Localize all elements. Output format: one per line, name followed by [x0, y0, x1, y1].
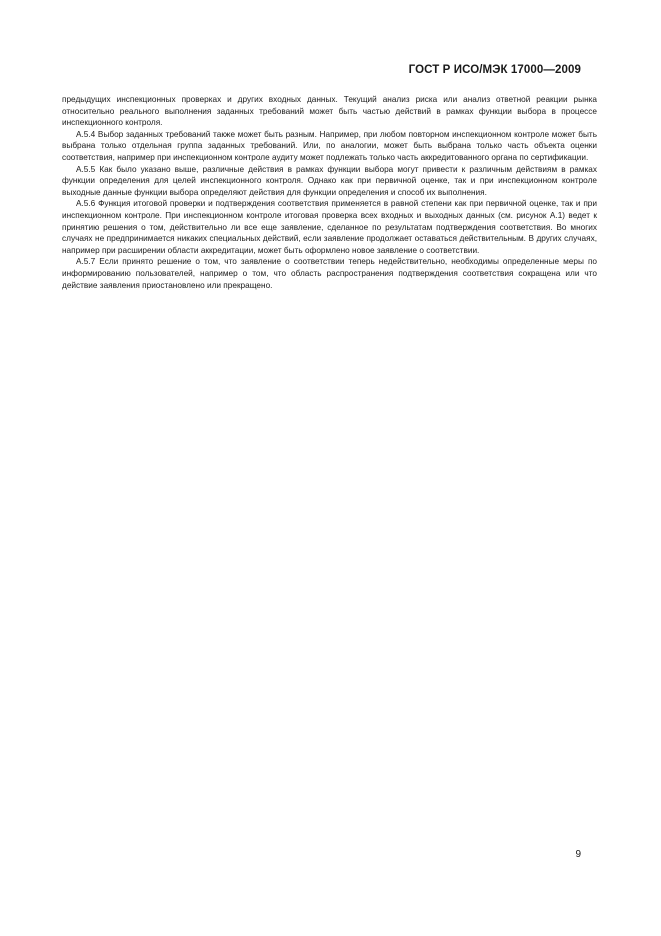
paragraph-a-5-4: А.5.4 Выбор заданных требований также может быть разным. Например, при любом повторном инспекционном контроле может быть выбрана только отдельная группа заданных требований. Или, по аналогии, может быть выбрана только часть объекта оценки соответствия, например при инспекционном контроле аудиту может подлежать только часть аккредитованного органа по сертификации. — [62, 129, 597, 162]
paragraph-a-5-6: А.5.6 Функция итоговой проверки и подтверждения соответствия применяется в равной степени как при первичной оценке, так и при инспекционном контроле. При инспекционном контроле итоговая проверка всех входных и выходных данных (см. рисунок А.1) ведет к принятию решения о том, действительно ли все еще заявление, сделанное по результатам подтверждения соответствия. Во многих случаях не предпринимается никаких специальных действий, если заявление продолжает оставаться действительным. В других случаях, например при расширении области аккредитации, может быть оформлено новое заявление о соответствии. — [62, 199, 597, 255]
page-number: 9 — [575, 849, 581, 860]
body-text — [62, 94, 597, 291]
document-code-header: ГОСТ Р ИСО/МЭК 17000—2009 — [408, 64, 581, 76]
paragraph-a-5-7: А.5.7 Если принято решение о том, что заявление о соответствии теперь недействительно, необходимы определенные меры по информированию пользователей, например о том, что область распространения подтверждения соответствия сокращена или что действие заявления приостановлено или прекращено. — [62, 257, 597, 290]
paragraph-a-5-5: А.5.5 Как было указано выше, различные действия в рамках функции выбора могут привести к различным действиям в рамках функции определения для целей инспекционного контроля. Однако как при первичной оценке, так и при инспекционном контроле выходные данные функции выбора определяют действия для функции определения и способ их выполнения. — [62, 164, 597, 197]
paragraph-continuation: предыдущих инспекционных проверках и других входных данных. Текущий анализ риска или анализ ответной реакции рынка относительно реального выполнения заданных требований может быть частью действий в рамках функции выбора в процессе инспекционного контроля. — [62, 95, 597, 128]
